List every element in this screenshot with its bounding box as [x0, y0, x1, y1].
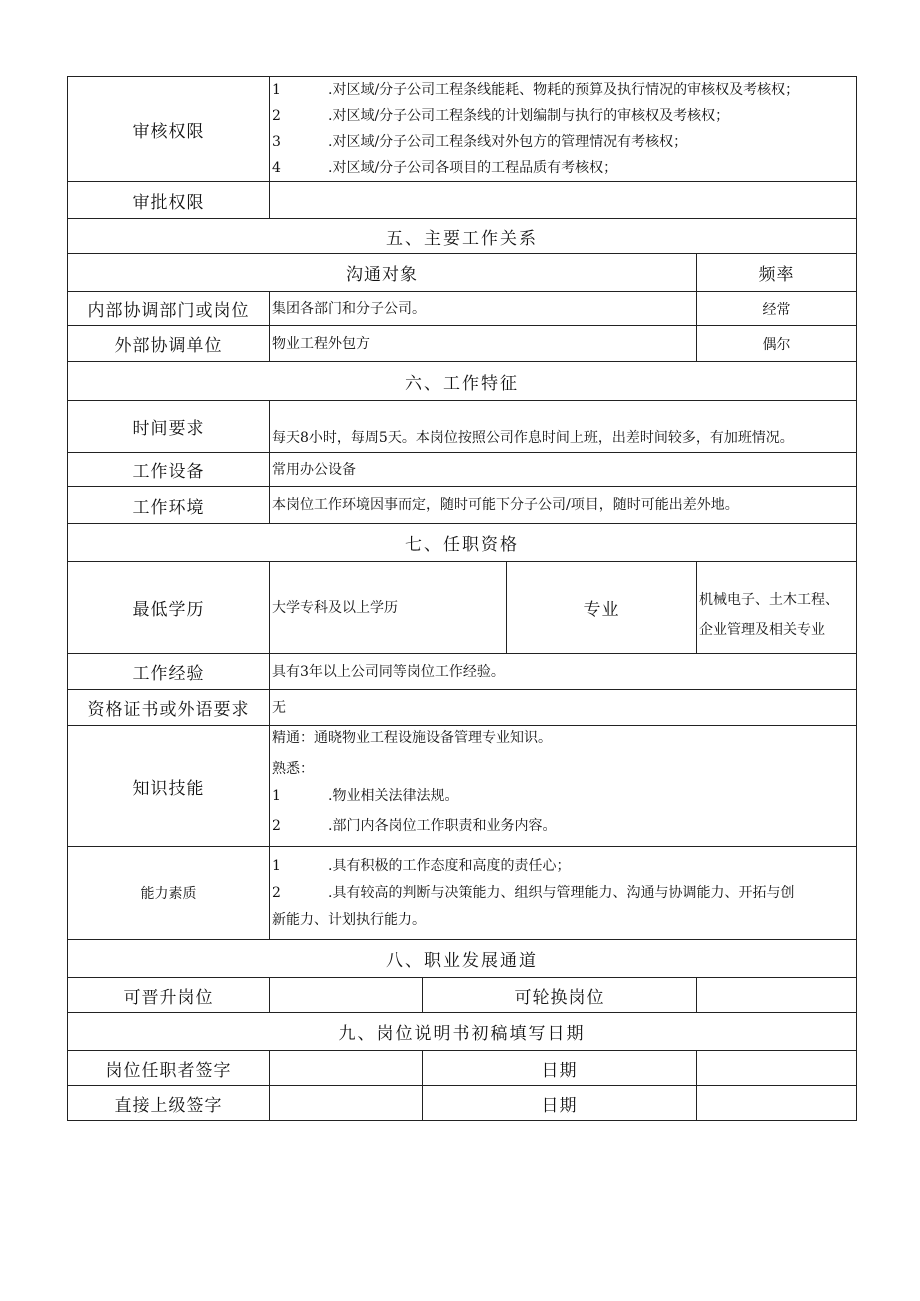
audit-item: 3 .对区域/分子公司工程条线对外包方的管理情况有考核权；	[272, 134, 688, 150]
internal-coord-label: 内部协调部门或岗位	[68, 292, 270, 326]
external-coord-label: 外部协调单位	[68, 326, 270, 362]
supervisor-signature-label: 直接上级签字	[68, 1086, 270, 1121]
section7-title: 七、任职资格	[68, 524, 857, 562]
ability-label: 能力素质	[68, 847, 270, 940]
section5-header-freq: 频率	[697, 254, 857, 292]
skills-item: 1 .物业相关法律法规。	[272, 788, 459, 804]
skills-familiar: 熟悉：	[272, 761, 314, 777]
time-requirement-label: 时间要求	[68, 401, 270, 453]
external-coord-target: 物业工程外包方	[270, 326, 697, 362]
section9-title: 九、岗位说明书初稿填写日期	[68, 1013, 857, 1051]
rotation-label: 可轮换岗位	[423, 978, 697, 1013]
equipment-value: 常用办公设备	[270, 453, 857, 487]
holder-signature-field[interactable]	[270, 1051, 423, 1086]
major-label: 专业	[507, 562, 697, 654]
education-label: 最低学历	[68, 562, 270, 654]
major-value: 机械电子、土木工程、 企业管理及相关专业	[697, 562, 857, 654]
audit-item: 4 .对区域/分子公司各项目的工程品质有考核权；	[272, 160, 618, 176]
section5-title: 五、主要工作关系	[68, 219, 857, 254]
internal-coord-freq: 经常	[697, 292, 857, 326]
supervisor-date-field[interactable]	[697, 1086, 857, 1121]
certificate-value: 无	[270, 690, 857, 726]
holder-date-label: 日期	[423, 1051, 697, 1086]
promotion-label: 可晋升岗位	[68, 978, 270, 1013]
certificate-label: 资格证书或外语要求	[68, 690, 270, 726]
approval-value[interactable]	[270, 182, 857, 219]
environment-label: 工作环境	[68, 487, 270, 524]
audit-content	[270, 77, 857, 182]
holder-signature-label: 岗位任职者签字	[68, 1051, 270, 1086]
job-description-form	[67, 76, 856, 1121]
supervisor-signature-field[interactable]	[270, 1086, 423, 1121]
skills-proficient: 精通：通晓物业工程设施设备管理专业知识。	[272, 730, 552, 746]
section6-title: 六、工作特征	[68, 362, 857, 401]
equipment-label: 工作设备	[68, 453, 270, 487]
skills-item: 2 .部门内各岗位工作职责和业务内容。	[272, 818, 557, 834]
rotation-value[interactable]	[697, 978, 857, 1013]
holder-date-field[interactable]	[697, 1051, 857, 1086]
education-value: 大学专科及以上学历	[270, 562, 507, 654]
approval-label: 审批权限	[68, 182, 270, 219]
internal-coord-target: 集团各部门和分子公司。	[270, 292, 697, 326]
audit-label: 审核权限	[68, 77, 270, 182]
experience-value: 具有3年以上公司同等岗位工作经验。	[270, 654, 857, 690]
ability-item: 1 .具有积极的工作态度和高度的责任心；	[272, 857, 571, 874]
section5-header-target: 沟通对象	[68, 254, 697, 292]
skills-content	[270, 726, 857, 847]
experience-label: 工作经验	[68, 654, 270, 690]
section8-title: 八、职业发展通道	[68, 940, 857, 978]
external-coord-freq: 偶尔	[697, 326, 857, 362]
job-description-table	[67, 76, 857, 1121]
ability-item-continuation: 新能力、计划执行能力。	[272, 911, 426, 928]
ability-item: 2 .具有较高的判断与决策能力、组织与管理能力、沟通与协调能力、开拓与创	[272, 884, 795, 901]
environment-value: 本岗位工作环境因事而定，随时可能下分子公司/项目，随时可能出差外地。	[270, 487, 857, 524]
time-requirement-value: 每天8小时，每周5天。本岗位按照公司作息时间上班，出差时间较多，有加班情况。	[270, 401, 857, 453]
audit-item: 2 .对区域/分子公司工程条线的计划编制与执行的审核权及考核权；	[272, 108, 730, 124]
supervisor-date-label: 日期	[423, 1086, 697, 1121]
ability-content	[270, 847, 857, 940]
skills-label: 知识技能	[68, 726, 270, 847]
audit-item: 1 .对区域/分子公司工程条线能耗、物耗的预算及执行情况的审核权及考核权；	[272, 82, 800, 98]
promotion-value[interactable]	[270, 978, 423, 1013]
